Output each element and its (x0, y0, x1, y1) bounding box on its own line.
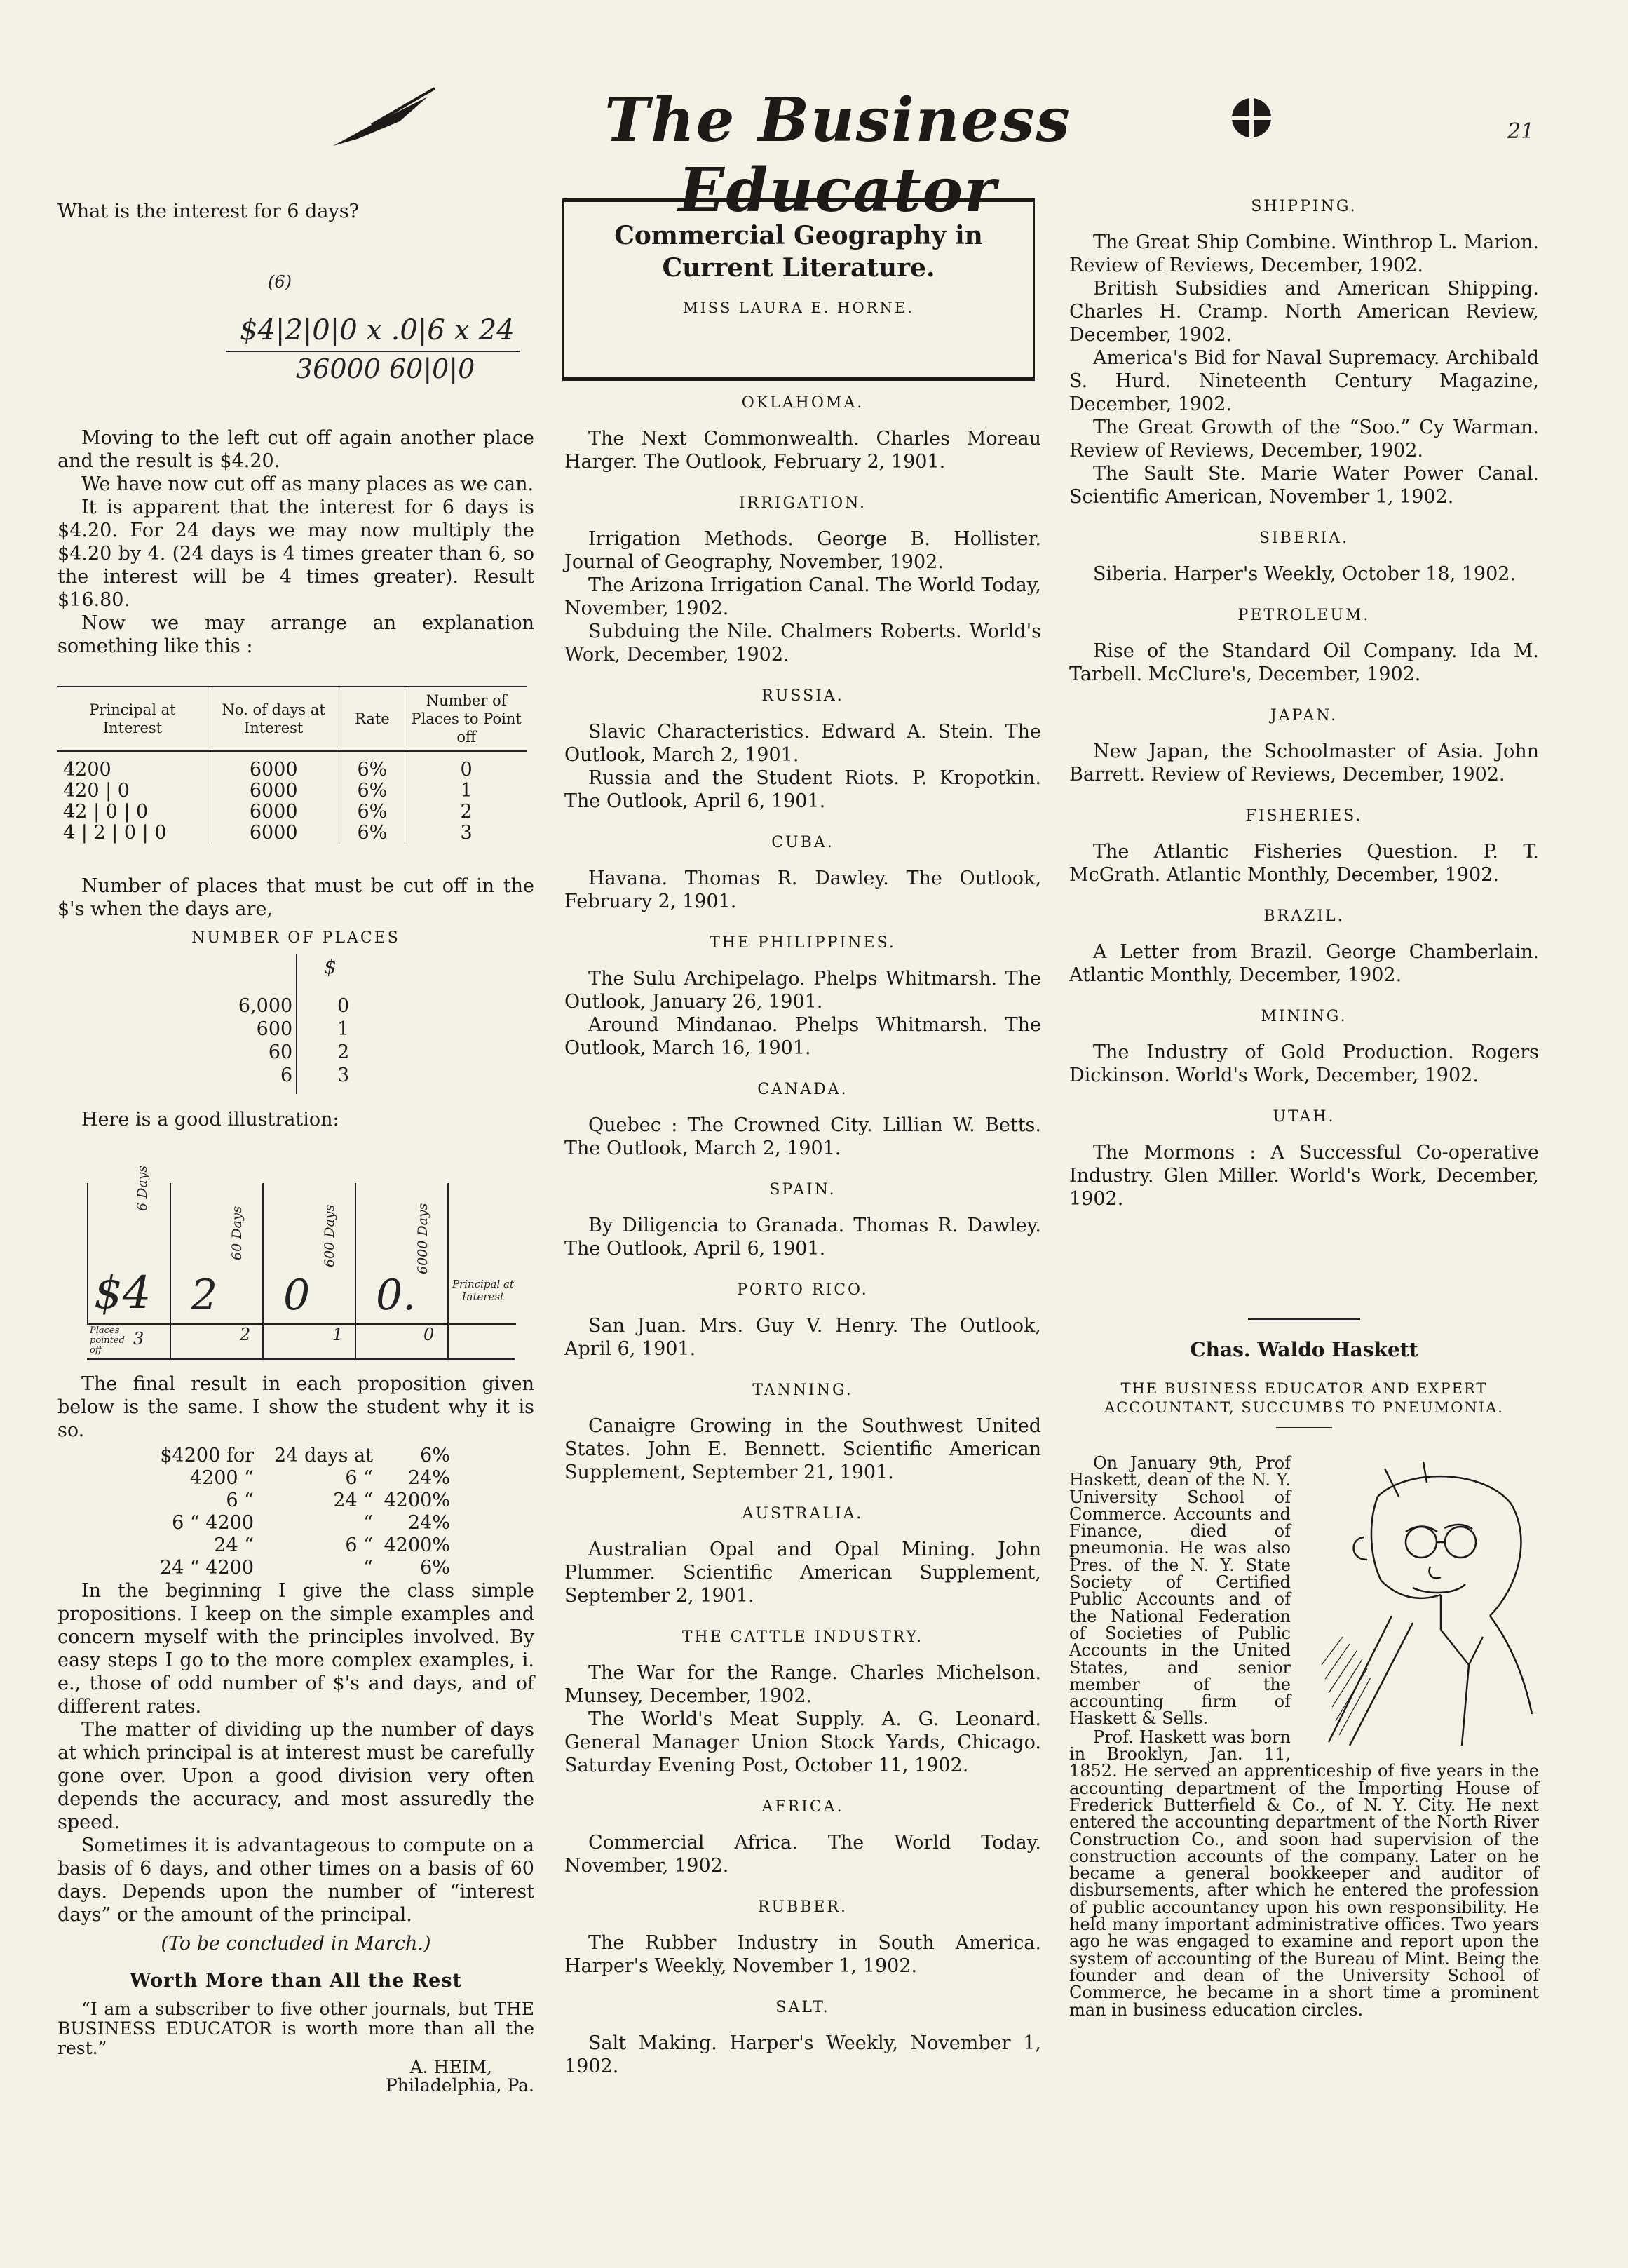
citation-entry: San Juan. Mrs. Guy V. Henry. The Outlook, April 6, 1901. (564, 1315, 1041, 1360)
table-row: 42 | 0 | 0 6000 6% 2 (57, 802, 527, 823)
cell-digit: 0. (376, 1271, 416, 1320)
table-header: Principal at Interest (57, 687, 208, 751)
paragraph: Sometimes it is advantageous to compute on a basis of 6 days, and other times on a basis of 60 days. Depends upon the number of “interest days” or the amount of the principal. (57, 1835, 534, 1926)
citation-entry: Subduing the Nile. Chalmers Roberts. World's Work, December, 1902. (564, 621, 1041, 666)
cell-digit: 0 (283, 1271, 311, 1320)
quill-ornament (330, 83, 435, 156)
result-intro: The final result in each proposition given below is the same. I show the student why it is so. (57, 1373, 534, 1441)
proposition-row: 6 “ 24 “ 4200% (226, 1490, 450, 1511)
obit-text-1: On January 9th, Prof Haskett, dean of the N. Y. University School of Commerce. Accounts and Finance, died of pneumonia. He was also Pres. of the N. Y. State Society of Certified Public Accounts and of the National Federation of Societies of Public Accounts in the United States, and senior member of the accounting firm of Haskett & Sells. (1069, 1453, 1291, 1729)
section-heading: FISHERIES. (1245, 807, 1363, 825)
concluded-note: (To be concluded in March.) (161, 1933, 431, 1955)
box-author: MISS LAURA E. HORNE. (683, 299, 914, 316)
paragraph: In the beginning I give the class simple propositions. I keep on the simple examples and concern myself with the principles involved. By easy steps I go to the more complex examples, i. e., those of odd number of $'s and days, and of different rates. (57, 1580, 534, 1717)
obituary (1069, 1318, 1539, 2018)
citation-entry: Irrigation Methods. George B. Hollister. Journal of Geography, November, 1902. (564, 528, 1041, 573)
citation-entry: Salt Making. Harper's Weekly, November 1, 1902. (564, 2032, 1041, 2077)
section-heading: MINING. (1261, 1008, 1348, 1025)
citation-entry: America's Bid for Naval Supremacy. Archibald S. Hurd. Nineteenth Century Magazine, December, 1902. (1069, 347, 1539, 415)
section-heading: CUBA. (771, 834, 834, 851)
worth-text: “I am a subscriber to five other journals, but THE BUSINESS EDUCATOR is worth more than all the rest.” (57, 1999, 534, 2058)
paragraph: It is apparent that the interest for 6 days is $4.20. For 24 days we may now multiply the $4.20 by 4. (24 days is 4 times greater than 6, so the interest will be 4 times greater). Result $16.80. (57, 497, 534, 611)
propositions (135, 1445, 534, 1579)
citation-entry: The Industry of Gold Production. Rogers Dickinson. World's Work, December, 1902. (1069, 1041, 1539, 1086)
section-heading: SPAIN. (769, 1181, 836, 1199)
section-heading: SALT. (775, 1999, 830, 2016)
places-intro: Number of places that must be cut off in the $'s when the days are, (57, 875, 534, 920)
cell-side-label: 600 Days (322, 1204, 337, 1267)
paragraph: Moving to the left cut off again another place and the result is $4.20. (57, 427, 534, 472)
cell-side-label: 60 Days (229, 1206, 245, 1260)
proposition-row: 6 “ 4200 “ 24% (172, 1512, 450, 1534)
citation-entry: The Atlantic Fisheries Question. P. T. McGrath. Atlantic Monthly, December, 1902. (1069, 841, 1539, 886)
citation-entry: Australian Opal and Opal Mining. John Plummer. Scientific American Supplement, September 2, 1901. (564, 1539, 1041, 1607)
work-line-1: $4|2|0|0 x .0|6 x 24 (240, 314, 515, 346)
places-row: 6 3 (280, 1065, 350, 1086)
section-heading: BRAZIL. (1263, 907, 1345, 925)
citation-entry: The Sault Ste. Marie Water Power Canal. Scientific American, November 1, 1902. (1069, 463, 1539, 508)
worth-author: A. HEIM, (409, 2057, 492, 2077)
citation-entry: Commercial Africa. The World Today. November, 1902. (564, 1832, 1041, 1877)
places-heading: NUMBER OF PLACES (191, 929, 400, 947)
citation-entry: The Great Ship Combine. Winthrop L. Marion. Review of Reviews, December, 1902. (1069, 231, 1539, 276)
citation-entry: Siberia. Harper's Weekly, October 18, 1902. (1093, 563, 1517, 585)
bottom-value: 2 (240, 1325, 251, 1344)
worth-heading: Worth More than All the Rest (129, 1970, 462, 1992)
page-number: 21 (1507, 119, 1535, 144)
section-heading: RUBBER. (757, 1898, 848, 1916)
table-row: 4200 6000 6% 0 (57, 760, 527, 781)
table-header: No. of days at Interest (208, 687, 339, 751)
table-header: Number of Places to Point off (405, 687, 527, 751)
cell-digit: 2 (191, 1271, 218, 1320)
work-rule (226, 351, 520, 352)
principal-label: Principal at Interest (452, 1278, 514, 1303)
citation-entry: Havana. Thomas R. Dawley. The Outlook, February 2, 1901. (564, 868, 1041, 912)
section-heading: UTAH. (1273, 1108, 1336, 1126)
bottom-value: 1 (332, 1325, 344, 1344)
citation-entry: Quebec : The Crowned City. Lillian W. Betts. The Outlook, March 2, 1901. (564, 1114, 1041, 1159)
haskett-portrait (1301, 1454, 1539, 1749)
section-heading: OKLAHOMA. (741, 394, 864, 412)
box-title: Commercial Geography in Current Literature. (614, 221, 983, 283)
cell-side-label: 6 Days (135, 1165, 150, 1211)
column-right (1069, 198, 1539, 1210)
masthead-title: The Business Educator (604, 85, 1071, 226)
paragraph: We have now cut off as many places as we can. (81, 473, 534, 495)
column-left (57, 200, 534, 2095)
obit-subtitle: THE BUSINESS EDUCATOR AND EXPERT ACCOUNTANT, SUCCUMBS TO PNEUMONIA. (1104, 1380, 1504, 1416)
places-table (57, 947, 534, 1108)
section-heading: IRRIGATION. (738, 494, 867, 512)
bottom-value: 3 (133, 1329, 144, 1349)
section-heading: AUSTRALIA. (742, 1505, 864, 1523)
section-heading: CANADA. (757, 1081, 848, 1098)
dollar-mark: $ (324, 955, 337, 978)
proposition-row: 24 “ 6 “ 4200% (214, 1534, 450, 1556)
citation-entry: Rise of the Standard Oil Company. Ida M. Tarbell. McClure's, December, 1902. (1069, 640, 1539, 685)
table-row: 420 | 0 6000 6% 1 (57, 781, 527, 802)
section-heading: JAPAN. (1270, 707, 1338, 724)
table-header: Rate (339, 687, 405, 751)
section-heading: THE PHILIPPINES. (710, 934, 896, 952)
column-middle (564, 394, 1041, 2078)
citation-entry: Russia and the Student Riots. P. Kropotkin. The Outlook, April 6, 1901. (564, 767, 1041, 812)
section-heading: SIBERIA. (1259, 529, 1350, 547)
citation-entry: The Next Commonwealth. Charles Moreau Harger. The Outlook, February 2, 1901. (564, 428, 1041, 473)
citation-entry: The Arizona Irrigation Canal. The World Today, November, 1902. (564, 574, 1041, 619)
section-heading: AFRICA. (761, 1798, 844, 1816)
table-row: 4 | 2 | 0 | 0 6000 6% 3 (57, 823, 527, 844)
citation-entry: A Letter from Brazil. George Chamberlain. Atlantic Monthly, December, 1902. (1069, 941, 1539, 986)
citation-entry: Slavic Characteristics. Edward A. Stein. The Outlook, March 2, 1901. (564, 721, 1041, 766)
citation-entry: By Diligencia to Granada. Thomas R. Dawley. The Outlook, April 6, 1901. (564, 1215, 1041, 1260)
proposition-row: $4200 for 24 days at 6% (160, 1445, 450, 1466)
citation-entry: The World's Meat Supply. A. G. Leonard. General Manager Union Stock Yards, Chicago. Saturday Evening Post, October 11, 1902. (564, 1708, 1041, 1776)
question: What is the interest for 6 days? (57, 201, 360, 222)
worth-place: Philadelphia, Pa. (385, 2075, 534, 2095)
handwritten-work (57, 223, 534, 426)
citation-entry: New Japan, the Schoolmaster of Asia. John Barrett. Review of Reviews, December, 1902. (1069, 741, 1539, 785)
paragraph: Now we may arrange an explanation something like this : (57, 612, 534, 657)
section-heading: RUSSIA. (761, 687, 844, 705)
section-heading: SHIPPING. (1251, 198, 1357, 215)
work-tag: (6) (268, 272, 292, 292)
title-box (562, 198, 1035, 381)
obit-text-2: Prof. Haskett was born in Brooklyn, Jan. 11, 1852. He served an apprenticeship of five years in the accounting department of the Importing House of Frederick Butterfield & Co., of N. Y. City. He next entered the accounting department of the North River Construction Co., and soon had supervision of the construction accounts of the company. Later on he became a general bookkeeper and auditor of disbursements, after which he entered the profession of public accountancy upon his own responsibility. He held many important administrative offices. Two years ago he was engaged to examine and report upon the system of accounting of the Bureau of Mint. Being the founder and dean of the University School of Commerce, he became in a short time a prominent man in business education circles. (1069, 1727, 1539, 2020)
bottom-value: 0 (423, 1325, 435, 1344)
ornament-icon (1223, 90, 1280, 149)
section-heading: THE CATTLE INDUSTRY. (681, 1628, 924, 1646)
citation-entry: Around Mindanao. Phelps Whitmarsh. The Outlook, March 16, 1901. (564, 1014, 1041, 1059)
citation-entry: British Subsidies and American Shipping. Charles H. Cramp. North American Review, December, 1902. (1069, 278, 1539, 346)
work-line-2: 36000 60|0|0 (296, 353, 475, 384)
citation-entry: The Great Growth of the “Soo.” Cy Warman. Review of Reviews, December, 1902. (1069, 417, 1539, 461)
proposition-row: 4200 “ 6 “ 24% (189, 1467, 450, 1489)
illustration (57, 1134, 534, 1372)
obit-name: Chas. Waldo Haskett (1190, 1338, 1418, 1361)
paragraph: The matter of dividing up the number of days at which principal is at interest must be carefully gone over. Upon a good division very often depends the accuracy, and most assuredly the speed. (57, 1719, 534, 1833)
section-heading: TANNING. (752, 1382, 853, 1399)
section-heading: PETROLEUM. (1237, 607, 1371, 624)
interest-table (57, 686, 527, 844)
places-row: 60 2 (268, 1041, 350, 1063)
citation-entry: Canaigre Growing in the Southwest United States. John E. Bennett. Scientific American Supplement, September 21, 1901. (564, 1415, 1041, 1483)
citation-entry: The Mormons : A Successful Co-operative Industry. Glen Miller. World's Work, December, 1902. (1069, 1142, 1539, 1210)
cell-side-label: 6000 Days (415, 1203, 430, 1274)
illustration-label: Here is a good illustration: (81, 1109, 339, 1130)
citation-entry: The Sulu Archipelago. Phelps Whitmarsh. The Outlook, January 26, 1901. (564, 968, 1041, 1013)
places-row: 600 1 (256, 1018, 350, 1040)
places-pointed-label: Places pointed off (90, 1325, 125, 1356)
places-row: 6,000 0 (238, 995, 350, 1017)
proposition-row: 24 “ 4200 “ 6% (159, 1557, 450, 1579)
citation-entry: The War for the Range. Charles Michelson. Munsey, December, 1902. (564, 1662, 1041, 1707)
section-heading: PORTO RICO. (737, 1281, 869, 1299)
cell-digit: $4 (94, 1267, 151, 1319)
citation-entry: The Rubber Industry in South America. Harper's Weekly, November 1, 1902. (564, 1932, 1041, 1977)
